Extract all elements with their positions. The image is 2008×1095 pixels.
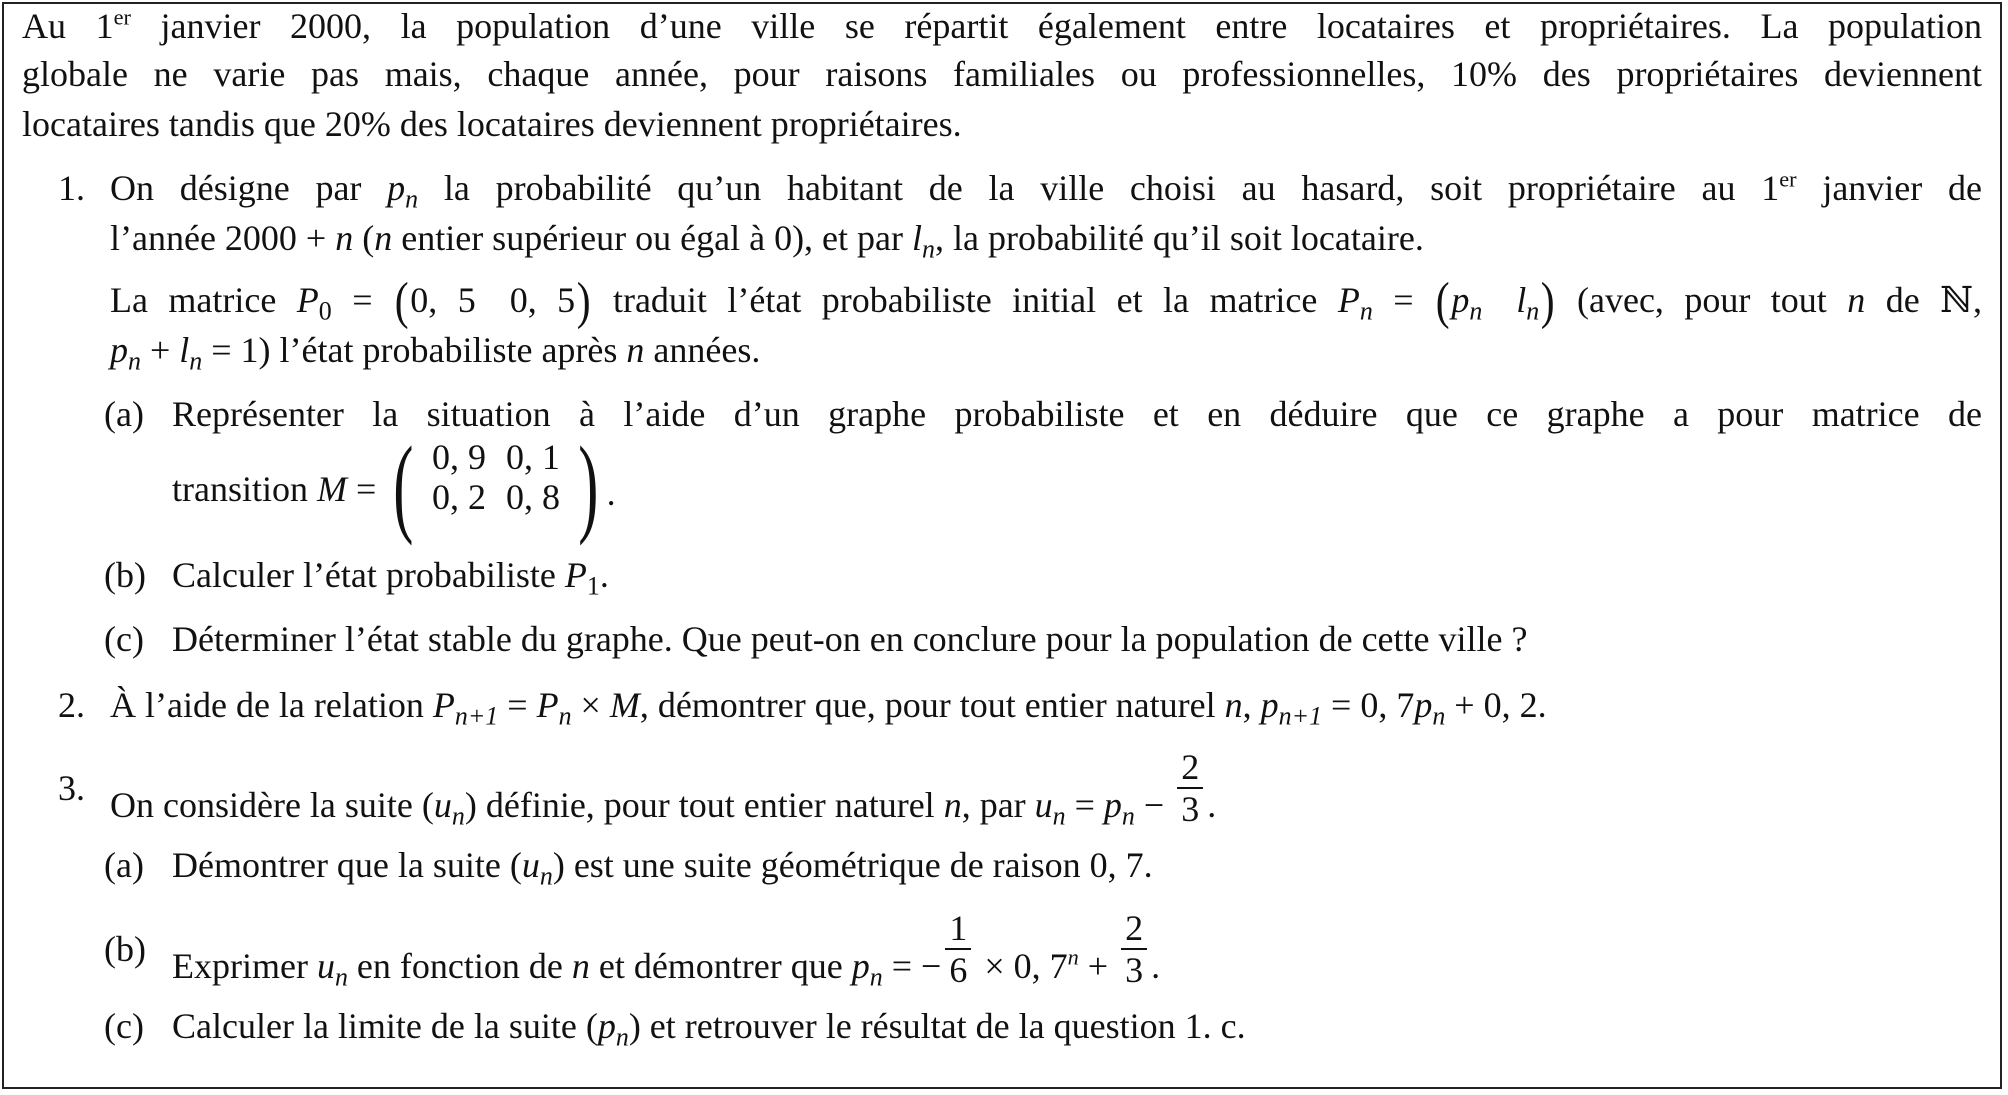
question-3-number: 3. xyxy=(58,768,85,808)
question-1a-line-2: transition M = ( 0, 9 0, 1 0, 2 0, 8 ) . xyxy=(172,424,616,546)
matrix-M-right-paren: ) xyxy=(578,424,599,546)
question-1b-text: Calculer l’état probabiliste $P_1$. xyxy=(172,555,609,601)
fraction-one-sixth: $\frac{1}{6}$ xyxy=(945,908,971,990)
fraction-two-thirds-b: $\frac{2}{3}$ xyxy=(1121,908,1147,990)
question-3b-label: (b) xyxy=(104,929,146,969)
question-1c-text: Déterminer l’état stable du graphe. Que peut-on en conclure pour la population de cette ville ? xyxy=(172,619,1528,659)
matrix-M-left-paren: ( xyxy=(393,424,414,546)
question-1-number: 1. xyxy=(58,168,85,208)
question-3a-label: (a) xyxy=(104,845,144,885)
question-2-number: 2. xyxy=(58,685,85,725)
question-2-text: À l’aide de la relation $P_{n+1} = P_n \times M$, démontrer que, pour tout entier naturel n, $p_{n+1} = 0$, $7p_n + 0$, 2. xyxy=(110,685,1547,731)
question-1-line-4: $p_n + l_n = 1$) l’état probabiliste après n années. xyxy=(110,330,761,376)
question-3c-label: (c) xyxy=(104,1006,144,1046)
question-3-text: On considère la suite $(u_n)$ définie, pour tout entier naturel n, par $u_n = p_n$ − $\frac{2}{3}$ . xyxy=(110,747,1217,831)
question-1a-line-1: Représenter la situation à l’aide d’un graphe probabiliste et en déduire que ce graphe a pour matrice de xyxy=(172,394,1982,434)
question-3c-text: Calculer la limite de la suite $(p_n)$ et retrouver le résultat de la question 1. c. xyxy=(172,1006,1246,1052)
question-3b-text: Exprimer $u_n$ en fonction de n et démontrer que $p_n$ = − $\frac{1}{6}$ × 0, $7^n$ + $\frac{2}{3}$ . xyxy=(172,908,1161,992)
intro-line-3: locataires tandis que 20% des locataires deviennent propriétaires. xyxy=(22,104,962,144)
question-1b-label: (b) xyxy=(104,555,146,595)
fraction-two-thirds: $\frac{2}{3}$ xyxy=(1177,747,1203,829)
matrix-M: 0, 9 0, 1 0, 2 0, 8 xyxy=(431,437,560,517)
question-1-line-3: La matrice $P_0 = (0$, 5 0, 5) traduit l’état probabiliste initial et la matrice $P_n = (p_n$ $l_n$) (avec, pour tout n de ℕ, xyxy=(110,273,1983,330)
question-1-line-1: On désigne par $p_n$ la probabilité qu’un habitant de la ville choisi au hasard, soit propriétaire au 1er janvier de xyxy=(110,166,1982,214)
question-1a-label: (a) xyxy=(104,394,144,434)
intro-line-1: Au 1er janvier 2000, la population d’une ville se répartit également entre locataires et propriétaires. La population xyxy=(22,4,1982,46)
intro-line-2: globale ne varie pas mais, chaque année, pour raisons familiales ou professionnelles, 10% des propriétaires deviennent xyxy=(22,54,1982,94)
question-3a-text: Démontrer que la suite $(u_n)$ est une suite géométrique de raison 0, 7. xyxy=(172,845,1153,891)
question-1c-label: (c) xyxy=(104,619,144,659)
question-1-line-2: l’année 2000 + n (n entier supérieur ou égal à 0), et par $l_n$, la probabilité qu’il soit locataire. xyxy=(110,218,1424,264)
